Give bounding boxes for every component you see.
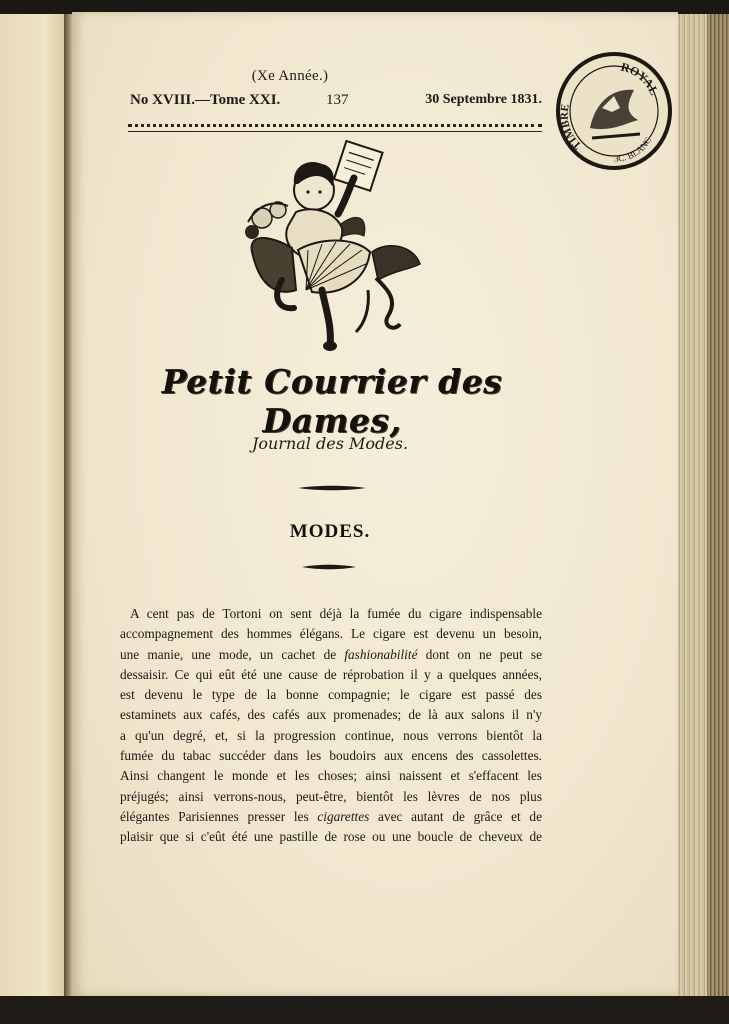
page-number: 137: [326, 92, 349, 108]
article-line: plaisir que si c'eût été une pastille de rose ou une boucle de cheveux de: [120, 829, 542, 845]
article-body: [120, 604, 542, 848]
scan-bottom-border: [0, 996, 729, 1024]
stamp-text-top: ROYAL: [619, 59, 662, 98]
article-line: est devenu le type de la bonne compagnie; le cigare est passé des: [120, 687, 542, 703]
divider-ornament-icon: [298, 484, 366, 492]
section-divider-icon: [302, 563, 356, 571]
year-label: (Xe Année.): [251, 68, 329, 84]
article-line: accompagnement des hommes élégans. Le cigare est devenu un besoin,: [120, 626, 542, 642]
cherub-vignette-icon: [238, 140, 424, 354]
facing-page: [0, 14, 66, 998]
article-line: préjugés; ainsi verrons-nous, peut-être, bientôt les lèvres de nos plus: [120, 788, 542, 804]
masthead-title: Petit Courrier des Dames,: [161, 362, 503, 440]
section-title: MODES.: [289, 521, 371, 542]
article-line: a qu'un degré, et, si la progression continue, nous verrons bientôt la: [120, 727, 542, 743]
tax-stamp-icon: [554, 50, 674, 172]
article-line: Ainsi changent le monde et les choses; ainsi naissent et s'effacent les: [120, 768, 542, 784]
issue-number: No XVIII.—Tome XXI.: [130, 92, 281, 108]
article-line: estaminets aux cafés, des cafés aux promenades; de là aux salons il n'y: [120, 707, 542, 723]
masthead-subtitle: Journal des Modes.: [251, 434, 409, 453]
article-line: élégantes Parisiennes presser les cigarettes avec autant de grâce et de: [120, 808, 542, 824]
header-rule: [128, 124, 542, 132]
issue-date: 30 Septembre 1831.: [425, 92, 542, 107]
stamp-text-left: TIMBRE: [558, 103, 585, 152]
article-line: dessaisir. Ce qui eût été une cause de réprobation il y a quelques années,: [120, 666, 542, 682]
stamp-text-bottom: 3C. BLANC: [614, 135, 654, 164]
page-stack-edge: [672, 14, 729, 1002]
article-line: une manie, une mode, un cachet de fashionabilité dont on ne peut se: [120, 646, 542, 662]
issue-header: [130, 92, 542, 114]
article-line: A cent pas de Tortoni on sent déjà la fumée du cigare indispensable: [130, 606, 542, 621]
article-line: fumée du tabac succéder dans les boudoirs aux encens des cassolettes.: [120, 748, 542, 764]
